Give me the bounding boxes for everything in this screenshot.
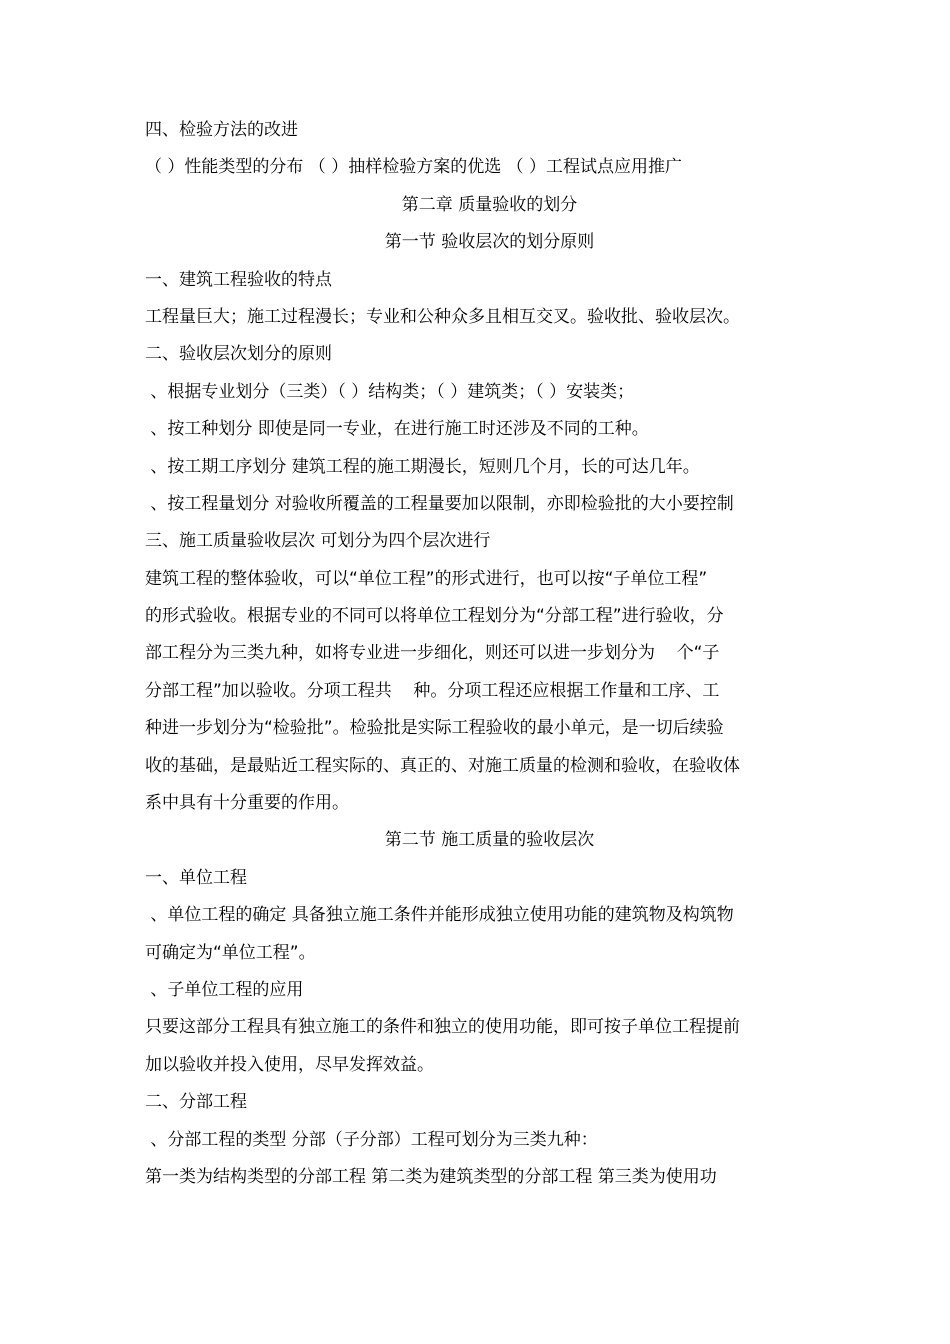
body-line: 系中具有十分重要的作用。 <box>145 793 349 814</box>
list-item: 、按工期工序划分 建筑工程的施工期漫长，短则几个月，长的可达几年。 <box>145 456 700 477</box>
body-line: 加以验收并投入使用，尽早发挥效益。 <box>145 1054 434 1075</box>
body-line: 第一类为结构类型的分部工程 第二类为建筑类型的分部工程 第三类为使用功 <box>145 1166 717 1187</box>
section-title: 第二节 施工质量的验收层次 <box>384 830 595 851</box>
body-line: （ ）性能类型的分布 （ ）抽样检验方案的优选 （ ）工程试点应用推广 <box>145 157 683 178</box>
section-heading: 一、建筑工程验收的特点 <box>145 269 332 290</box>
list-item: 、单位工程的确定 具备独立施工条件并能形成独立使用功能的建筑物及构筑物 <box>145 905 734 926</box>
body-line: 部工程分为三类九种，如将专业进一步细化，则还可以进一步划分为 个“子 <box>145 643 720 664</box>
section-heading: 四、检验方法的改进 <box>145 120 298 140</box>
list-item: 、按工程量划分 对验收所覆盖的工程量要加以限制，亦即检验批的大小要控制 <box>145 493 734 514</box>
body-line: 只要这部分工程具有独立施工的条件和独立的使用功能，即可按子单位工程提前 <box>145 1017 740 1038</box>
list-item: 、子单位工程的应用 <box>145 979 304 1000</box>
list-item: 、按工种划分 即使是同一专业，在进行施工时还涉及不同的工种。 <box>145 419 649 440</box>
section-heading: 二、验收层次划分的原则 <box>145 344 332 365</box>
body-line: 建筑工程的整体验收，可以“单位工程”的形式进行，也可以按“子单位工程” <box>145 568 708 589</box>
document-page <box>145 112 810 1196</box>
section-heading: 二、分部工程 <box>145 1092 247 1113</box>
body-line: 可确定为“单位工程”。 <box>145 942 316 963</box>
section-heading: 三、施工质量验收层次 可划分为四个层次进行 <box>145 531 491 552</box>
body-line: 种进一步划分为“检验批”。检验批是实际工程验收的最小单元，是一切后续验 <box>145 718 724 739</box>
body-line: 分部工程”加以验收。分项工程共 种。分项工程还应根据工作量和工序、工 <box>145 680 720 701</box>
list-item: 、根据专业划分（三类）（ ）结构类；（ ）建筑类；（ ）安装类； <box>145 381 635 402</box>
section-title: 第一节 验收层次的划分原则 <box>384 232 595 253</box>
chapter-title: 第二章 质量验收的划分 <box>401 194 578 215</box>
body-line: 的形式验收。根据专业的不同可以将单位工程划分为“分部工程”进行验收，分 <box>145 606 724 627</box>
section-heading: 一、单位工程 <box>145 867 247 888</box>
body-line: 工程量巨大；施工过程漫长；专业和公种众多且相互交叉。验收批、验收层次。 <box>145 306 740 327</box>
list-item: 、分部工程的类型 分部（子分部）工程可划分为三类九种： <box>145 1129 598 1150</box>
body-line: 收的基础，是最贴近工程实际的、真正的、对施工质量的检测和验收，在验收体 <box>145 755 740 776</box>
